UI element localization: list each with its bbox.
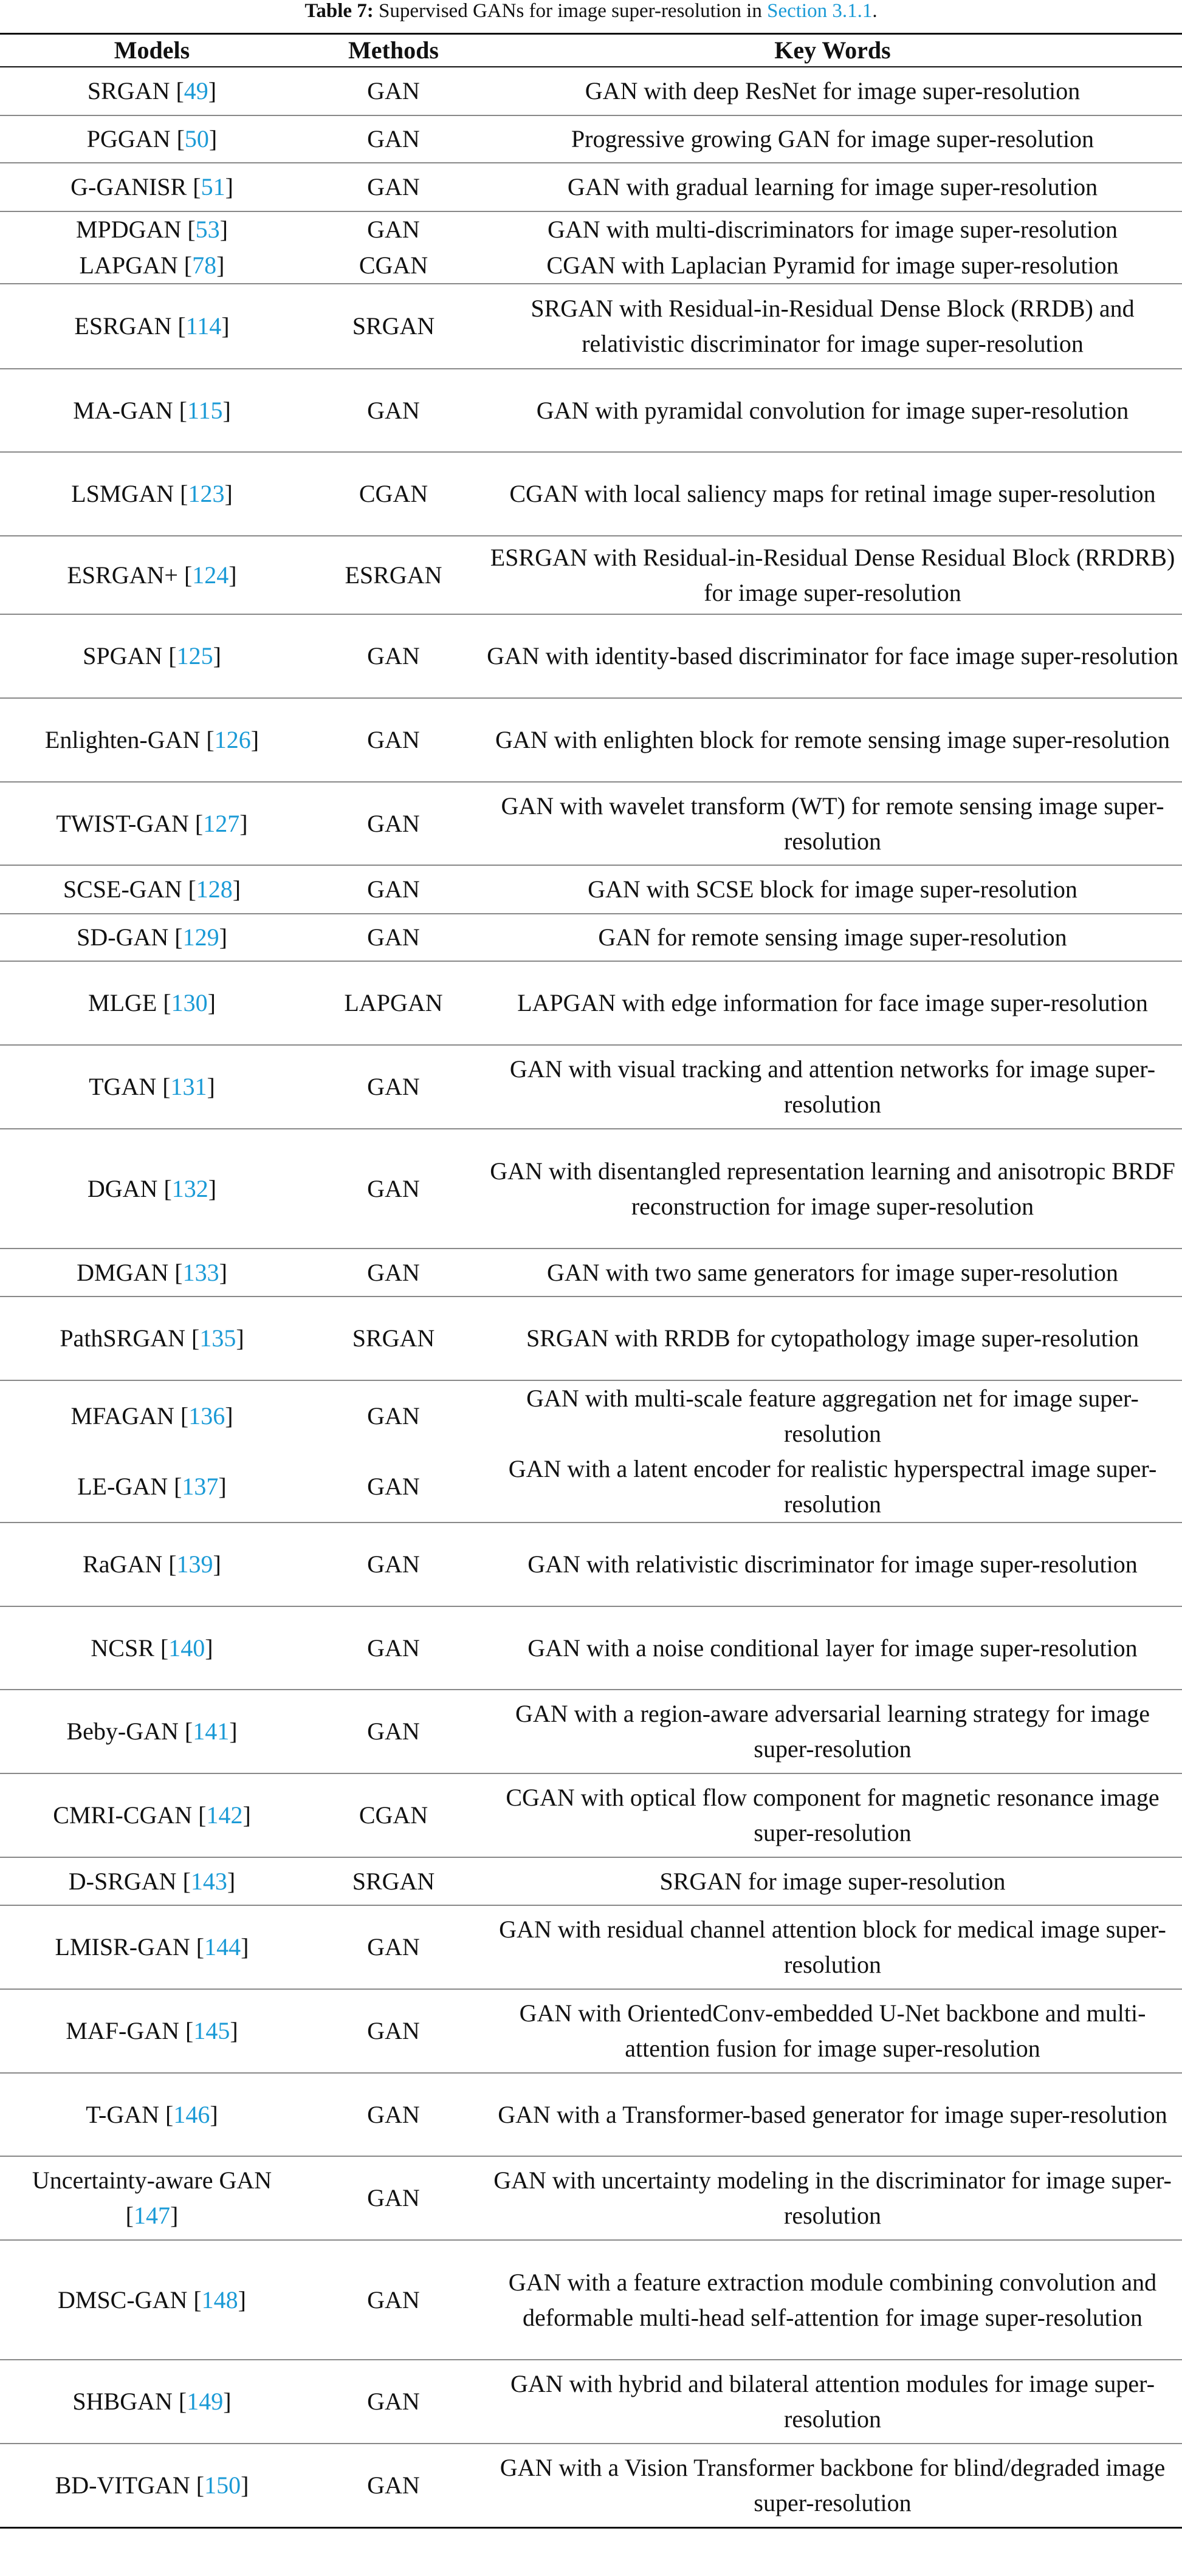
table-row bbox=[0, 1523, 1182, 1606]
model-name: NCSR bbox=[91, 1634, 154, 1662]
cell-model: DMSC-GAN [148] bbox=[57, 2286, 246, 2314]
table-caption-text: Supervised GANs for image super-resolution in bbox=[373, 0, 768, 22]
header-row bbox=[0, 34, 1182, 67]
table-row bbox=[0, 782, 1182, 865]
cell-model: Uncertainty-aware GAN [147] bbox=[32, 2167, 272, 2229]
table-row bbox=[0, 452, 1182, 536]
table-row bbox=[0, 211, 1182, 247]
cell-key-words: GAN with multi-discriminators for image super-resolution bbox=[548, 216, 1118, 243]
cell-key-words: GAN with disentangled representation learning and anisotropic BRDF reconstruction for image super-resolution bbox=[490, 1157, 1175, 1220]
table-caption-end: . bbox=[872, 0, 878, 22]
table-row bbox=[0, 698, 1182, 782]
cell-model: TGAN [131] bbox=[89, 1073, 215, 1100]
cell-model: PGGAN [50] bbox=[86, 125, 218, 152]
model-name: SRGAN bbox=[87, 77, 170, 104]
table-row bbox=[0, 247, 1182, 284]
model-name: Beby-GAN bbox=[66, 1718, 179, 1745]
cell-method: SRGAN bbox=[352, 312, 435, 340]
cell-method: ESRGAN bbox=[345, 561, 442, 589]
table-caption-label: Table 7: bbox=[304, 0, 374, 22]
model-name: LE-GAN bbox=[77, 1473, 168, 1500]
cell-method: GAN bbox=[367, 1473, 420, 1500]
cell-key-words: GAN with a latent encoder for realistic hyperspectral image super-resolution bbox=[508, 1455, 1157, 1518]
citation-link[interactable]: 140 bbox=[168, 1634, 205, 1662]
cell-method: GAN bbox=[367, 2184, 420, 2211]
citation-link[interactable]: 123 bbox=[188, 480, 225, 507]
cell-key-words: CGAN with optical flow component for magnetic resonance image super-resolution bbox=[506, 1784, 1160, 1846]
model-name: SCSE-GAN bbox=[63, 875, 182, 903]
table-row bbox=[0, 1606, 1182, 1690]
table-row bbox=[0, 536, 1182, 614]
table-row bbox=[0, 1857, 1182, 1905]
cell-method: GAN bbox=[367, 2471, 420, 2499]
cell-model: LSMGAN [123] bbox=[71, 480, 233, 507]
table-row bbox=[0, 1129, 1182, 1249]
model-name: D-SRGAN bbox=[68, 1867, 177, 1895]
table-row bbox=[0, 1045, 1182, 1129]
citation-link[interactable]: 125 bbox=[176, 642, 213, 670]
cell-method: GAN bbox=[367, 2100, 420, 2128]
cell-model: NCSR [140] bbox=[91, 1634, 213, 1662]
section-link[interactable]: Section 3.1.1 bbox=[767, 0, 873, 22]
cell-key-words: SRGAN for image super-resolution bbox=[659, 1867, 1006, 1895]
cell-key-words: GAN with OrientedConv-embedded U-Net backbone and multi-attention fusion for image super-resolution bbox=[519, 1999, 1146, 2062]
table-row bbox=[0, 369, 1182, 452]
citation-link[interactable]: 127 bbox=[203, 809, 240, 837]
cell-model: LAPGAN [78] bbox=[79, 251, 225, 279]
model-name: MFAGAN bbox=[70, 1402, 174, 1430]
cell-key-words: GAN with visual tracking and attention networks for image super-resolution bbox=[509, 1055, 1156, 1118]
citation-link[interactable]: 139 bbox=[176, 1550, 213, 1578]
cell-method: GAN bbox=[367, 1933, 420, 1961]
table-row bbox=[0, 1380, 1182, 1451]
cell-method: GAN bbox=[367, 1402, 420, 1430]
cell-key-words: Progressive growing GAN for image super-resolution bbox=[571, 125, 1094, 152]
citation-link[interactable]: 50 bbox=[184, 125, 209, 152]
cell-model: ESRGAN+ [124] bbox=[67, 561, 237, 589]
cell-method: GAN bbox=[367, 173, 420, 200]
model-name: MLGE bbox=[88, 989, 157, 1016]
model-name: ESRGAN bbox=[74, 312, 172, 340]
cell-key-words: GAN with residual channel attention block for medical image super-resolution bbox=[499, 1916, 1166, 1978]
cell-method: GAN bbox=[367, 1073, 420, 1100]
cell-method: CGAN bbox=[359, 251, 428, 279]
cell-model: MAF-GAN [145] bbox=[66, 2017, 238, 2044]
citation-link[interactable]: 141 bbox=[193, 1718, 230, 1745]
cell-method: GAN bbox=[367, 642, 420, 670]
table-row bbox=[0, 2360, 1182, 2444]
cell-key-words: SRGAN with Residual-in-Residual Dense Block (RRDB) and relativistic discriminator for image super-resolution bbox=[531, 295, 1135, 357]
citation-link[interactable]: 49 bbox=[184, 77, 208, 104]
cell-key-words: GAN with wavelet transform (WT) for remote sensing image super-resolution bbox=[501, 792, 1164, 855]
cell-method: CGAN bbox=[359, 480, 428, 507]
cell-method: GAN bbox=[367, 216, 420, 243]
cell-model: SRGAN [49] bbox=[87, 77, 217, 104]
table-row bbox=[0, 115, 1182, 163]
cell-method: SRGAN bbox=[352, 1867, 435, 1895]
table-row bbox=[0, 284, 1182, 369]
cell-method: GAN bbox=[367, 2388, 420, 2415]
model-name: TGAN bbox=[89, 1073, 157, 1100]
cell-key-words: GAN with a Vision Transformer backbone for blind/degraded image super-resolution bbox=[500, 2453, 1166, 2516]
cell-method: LAPGAN bbox=[344, 989, 443, 1016]
table-row bbox=[0, 67, 1182, 115]
citation-link[interactable]: 51 bbox=[201, 173, 225, 200]
cell-model: RaGAN [139] bbox=[83, 1550, 221, 1578]
cell-method: GAN bbox=[367, 875, 420, 903]
cell-model: BD-VITGAN [150] bbox=[55, 2471, 249, 2499]
cell-method: GAN bbox=[367, 726, 420, 753]
header-methods: Methods bbox=[348, 36, 439, 64]
table-caption bbox=[0, 0, 1182, 33]
cell-method: GAN bbox=[367, 1634, 420, 1662]
gan-table bbox=[0, 33, 1182, 2529]
cell-model: Enlighten-GAN [126] bbox=[44, 726, 259, 753]
citation-link[interactable]: 136 bbox=[188, 1402, 225, 1430]
cell-key-words: CGAN with local saliency maps for retinal image super-resolution bbox=[509, 480, 1156, 507]
cell-method: CGAN bbox=[359, 1801, 428, 1829]
cell-model: MPDGAN [53] bbox=[75, 216, 228, 243]
citation-link[interactable]: 149 bbox=[187, 2388, 224, 2415]
table-row bbox=[0, 1451, 1182, 1523]
citation-link[interactable]: 143 bbox=[190, 1867, 227, 1895]
cell-model: T-GAN [146] bbox=[86, 2100, 218, 2128]
table-body bbox=[0, 67, 1182, 2527]
table-row bbox=[0, 2444, 1182, 2527]
table-row bbox=[0, 914, 1182, 961]
model-name: T-GAN bbox=[86, 2100, 160, 2128]
cell-key-words: GAN with identity-based discriminator for face image super-resolution bbox=[487, 642, 1178, 670]
cell-model: TWIST-GAN [127] bbox=[56, 809, 248, 837]
model-name: MPDGAN bbox=[75, 216, 182, 243]
cell-key-words: GAN with gradual learning for image super-resolution bbox=[567, 173, 1098, 200]
citation-link[interactable]: 132 bbox=[171, 1174, 208, 1202]
citation-link[interactable]: 135 bbox=[199, 1324, 236, 1352]
cell-model: DGAN [132] bbox=[87, 1174, 217, 1202]
citation-link[interactable]: 145 bbox=[193, 2017, 230, 2044]
model-name: DMSC-GAN bbox=[57, 2286, 188, 2314]
table-row bbox=[0, 865, 1182, 914]
citation-link[interactable]: 146 bbox=[173, 2100, 210, 2128]
model-name: LMISR-GAN bbox=[55, 1933, 190, 1961]
table-row bbox=[0, 1989, 1182, 2073]
cell-model: MFAGAN [136] bbox=[70, 1402, 233, 1430]
cell-model: LE-GAN [137] bbox=[77, 1473, 227, 1500]
cell-method: GAN bbox=[367, 396, 420, 424]
table-row bbox=[0, 614, 1182, 698]
cell-key-words: GAN with SCSE block for image super-resolution bbox=[588, 875, 1077, 903]
model-name: PathSRGAN bbox=[60, 1324, 186, 1352]
table-row bbox=[0, 2156, 1182, 2240]
cell-model: D-SRGAN [143] bbox=[68, 1867, 236, 1895]
model-name: Uncertainty-aware GAN bbox=[32, 2167, 272, 2194]
cell-method: GAN bbox=[367, 1550, 420, 1578]
cell-model: DMGAN [133] bbox=[77, 1258, 227, 1286]
model-name: DMGAN bbox=[77, 1258, 169, 1286]
table-row bbox=[0, 1297, 1182, 1380]
table-row bbox=[0, 1690, 1182, 1773]
model-name: DGAN bbox=[87, 1174, 158, 1202]
cell-model: PathSRGAN [135] bbox=[60, 1324, 244, 1352]
citation-link[interactable]: 129 bbox=[182, 923, 219, 951]
model-name: TWIST-GAN bbox=[56, 809, 189, 837]
model-name: G-GANISR bbox=[70, 173, 187, 200]
citation-link[interactable]: 114 bbox=[185, 312, 222, 340]
cell-method: GAN bbox=[367, 809, 420, 837]
model-name: SHBGAN bbox=[72, 2388, 173, 2415]
cell-method: GAN bbox=[367, 125, 420, 152]
citation-link[interactable]: 147 bbox=[134, 2202, 170, 2229]
citation-link[interactable]: 133 bbox=[182, 1258, 219, 1286]
cell-model: SHBGAN [149] bbox=[72, 2388, 232, 2415]
table-row bbox=[0, 1905, 1182, 1989]
cell-key-words: GAN with enlighten block for remote sensing image super-resolution bbox=[495, 726, 1170, 753]
citation-link[interactable]: 130 bbox=[171, 989, 208, 1016]
cell-key-words: GAN with pyramidal convolution for image super-resolution bbox=[536, 396, 1129, 424]
cell-key-words: GAN with two same generators for image super-resolution bbox=[546, 1258, 1119, 1286]
model-name: RaGAN bbox=[83, 1550, 163, 1578]
citation-link[interactable]: 148 bbox=[201, 2286, 238, 2314]
cell-key-words: GAN with hybrid and bilateral attention modules for image super-resolution bbox=[510, 2370, 1155, 2433]
table-row bbox=[0, 1773, 1182, 1857]
cell-model: G-GANISR [51] bbox=[70, 173, 233, 200]
citation-link[interactable]: 142 bbox=[206, 1801, 243, 1829]
cell-model: SD-GAN [129] bbox=[77, 923, 227, 951]
citation-link[interactable]: 53 bbox=[195, 216, 220, 243]
model-name: Enlighten-GAN bbox=[44, 726, 201, 753]
cell-method: SRGAN bbox=[352, 1324, 435, 1352]
cell-key-words: CGAN with Laplacian Pyramid for image super-resolution bbox=[546, 251, 1119, 279]
cell-method: GAN bbox=[367, 1174, 420, 1202]
cell-key-words: GAN with a Transformer-based generator for image super-resolution bbox=[498, 2100, 1167, 2128]
cell-model: SCSE-GAN [128] bbox=[63, 875, 241, 903]
cell-method: GAN bbox=[367, 77, 420, 104]
model-name: LAPGAN bbox=[79, 251, 178, 279]
cell-key-words: GAN with a feature extraction module combining convolution and deformable multi-head self-attention for image super-resolution bbox=[508, 2268, 1157, 2331]
table-header bbox=[0, 34, 1182, 67]
table-row bbox=[0, 2240, 1182, 2360]
header-models: Models bbox=[114, 36, 190, 64]
cell-method: GAN bbox=[367, 923, 420, 951]
cell-method: GAN bbox=[367, 1718, 420, 1745]
table-row bbox=[0, 163, 1182, 211]
citation-link[interactable]: 150 bbox=[204, 2471, 241, 2499]
model-name: BD-VITGAN bbox=[55, 2471, 190, 2499]
cell-key-words: LAPGAN with edge information for face image super-resolution bbox=[517, 989, 1148, 1016]
citation-link[interactable]: 126 bbox=[214, 726, 251, 753]
cell-key-words: GAN with uncertainty modeling in the discriminator for image super-resolution bbox=[493, 2167, 1172, 2229]
model-name: MA-GAN bbox=[73, 396, 173, 424]
table-row bbox=[0, 961, 1182, 1045]
citation-link[interactable]: 115 bbox=[187, 396, 223, 424]
model-name: SPGAN bbox=[83, 642, 163, 670]
model-name: SD-GAN bbox=[77, 923, 169, 951]
cell-model: MLGE [130] bbox=[88, 989, 216, 1016]
citation-link[interactable]: 124 bbox=[192, 561, 229, 589]
cell-key-words: GAN with multi-scale feature aggregation net for image super-resolution bbox=[526, 1385, 1139, 1447]
model-name: MAF-GAN bbox=[66, 2017, 180, 2044]
table-row bbox=[0, 2073, 1182, 2156]
cell-model: ESRGAN [114] bbox=[74, 312, 230, 340]
citation-link[interactable]: 131 bbox=[170, 1073, 207, 1100]
citation-link[interactable]: 137 bbox=[182, 1473, 219, 1500]
model-name: LSMGAN bbox=[71, 480, 174, 507]
cell-key-words: GAN with relativistic discriminator for image super-resolution bbox=[527, 1550, 1138, 1578]
cell-method: GAN bbox=[367, 1258, 420, 1286]
cell-key-words: GAN with deep ResNet for image super-resolution bbox=[585, 77, 1081, 104]
citation-link[interactable]: 78 bbox=[192, 251, 217, 279]
cell-method: GAN bbox=[367, 2017, 420, 2044]
model-name: PGGAN bbox=[86, 125, 171, 152]
citation-link[interactable]: 128 bbox=[196, 875, 233, 903]
model-name: ESRGAN+ bbox=[67, 561, 178, 589]
cell-key-words: ESRGAN with Residual-in-Residual Dense Residual Block (RRDRB) for image super-resolution bbox=[490, 543, 1175, 606]
cell-model: Beby-GAN [141] bbox=[66, 1718, 238, 1745]
cell-method: GAN bbox=[367, 2286, 420, 2314]
cell-key-words: SRGAN with RRDB for cytopathology image super-resolution bbox=[526, 1324, 1139, 1352]
cell-key-words: GAN with a noise conditional layer for image super-resolution bbox=[527, 1634, 1138, 1662]
cell-key-words: GAN for remote sensing image super-resolution bbox=[598, 923, 1067, 951]
citation-link[interactable]: 144 bbox=[204, 1933, 241, 1961]
model-name: CMRI-CGAN bbox=[53, 1801, 193, 1829]
cell-model: MA-GAN [115] bbox=[73, 396, 231, 424]
table-row bbox=[0, 1249, 1182, 1297]
cell-key-words: GAN with a region-aware adversarial learning strategy for image super-resolution bbox=[515, 1700, 1150, 1762]
header-key-words: Key Words bbox=[774, 36, 891, 64]
cell-model: CMRI-CGAN [142] bbox=[53, 1801, 251, 1829]
cell-model: LMISR-GAN [144] bbox=[55, 1933, 249, 1961]
cell-model: SPGAN [125] bbox=[83, 642, 221, 670]
